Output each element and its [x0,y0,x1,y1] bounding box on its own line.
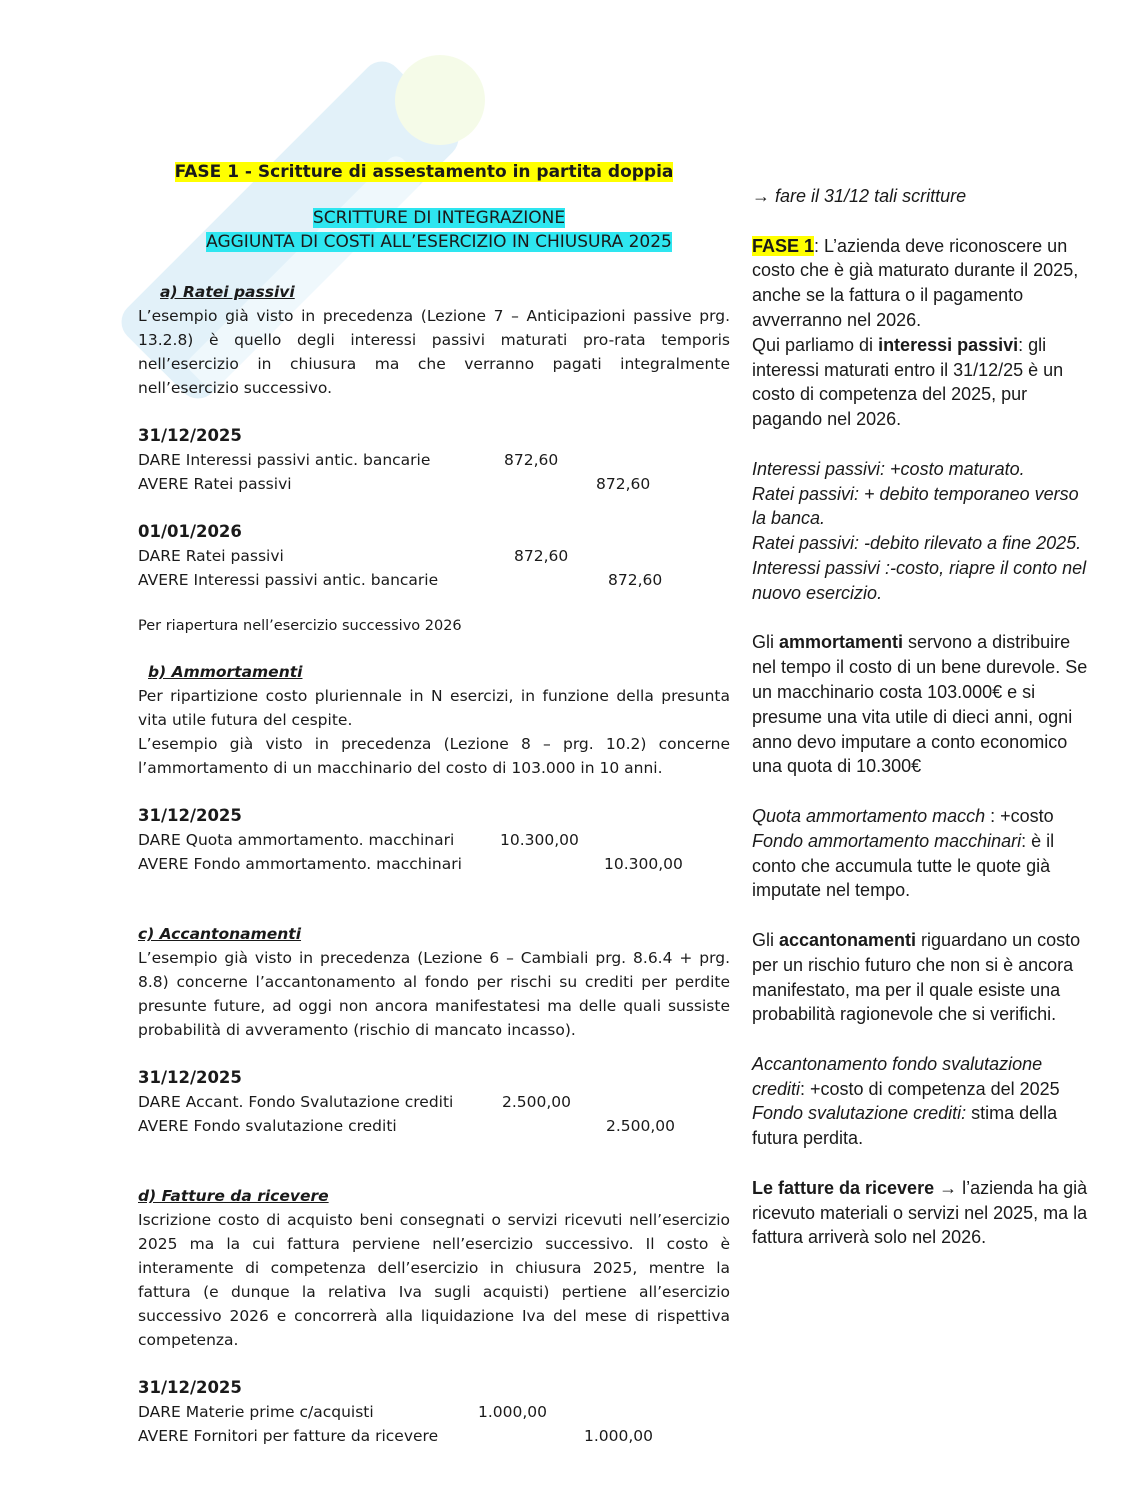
reopening-note: Per riapertura nell’esercizio successivo 2026 [138,618,462,634]
journal-entry-avere: AVERE Fornitori per fatture da ricevere 1.000,00 [138,1427,654,1445]
text-ammortamenti-1: Per ripartizione costo pluriennale in N esercizi, in funzione della presunta vita utile futura del cespite. [138,687,730,729]
left-column [138,160,730,1448]
note-intro: → fare il 31/12 tali scritture [752,186,967,206]
entry-date: 31/12/2025 [138,426,242,445]
note-fsc: Fondo svalutazione crediti: stima della futura perdita. [752,1103,1058,1149]
right-notes-column [752,184,1092,1250]
note-italic-1: Interessi passivi: +costo maturato. [752,458,1025,479]
note-fondo: Fondo ammortamento macchinari: è il conto che accumula tutte le quote già imputate nel tempo. [752,830,1055,901]
journal-entry-avere: AVERE Fondo ammortamento. macchinari 10.300,00 [138,855,683,873]
text-accantonamenti: L’esempio già visto in precedenza (Lezione 6 – Cambiali prg. 8.6.4 + prg. 8.8) concerne l’accantonamento al fondo per rischi su crediti per perdite presunte future, ad oggi non ancora manifestatesi ma delle quali sussiste probabilità di avveramento (rischio di mancato incasso). [138,949,730,1039]
note-acc-fondo: Accantonamento fondo svalutazione crediti: +costo di competenza del 2025 [752,1053,1060,1099]
heading-ammortamenti: b) Ammortamenti [148,663,303,681]
note-ammortamenti: Gli ammortamenti servono a distribuire nel tempo il costo di un bene durevole. Se un macchinario costa 103.000€ e si presume una vita utile di dieci anni, ogni anno devo imputare a conto economico una quota di 10.300€ [752,632,1088,777]
heading-fatture-da-ricevere: d) Fatture da ricevere [138,1187,329,1205]
entry-date: 31/12/2025 [138,1068,242,1087]
journal-entry-dare: DARE Interessi passivi antic. bancarie 872,60 [138,451,559,469]
journal-entry-dare: DARE Accant. Fondo Svalutazione crediti 2.500,00 [138,1093,572,1111]
note-italic-3: Ratei passivi: -debito rilevato a fine 2025. [752,533,1082,554]
heading-accantonamenti: c) Accantonamenti [138,925,302,943]
heading-ratei-passivi: a) Ratei passivi [160,283,295,301]
entry-date: 31/12/2025 [138,806,242,825]
entry-date: 31/12/2025 [138,1378,242,1397]
journal-entry-avere: AVERE Ratei passivi 872,60 [138,475,651,493]
text-fatture-da-ricevere: Iscrizione costo di acquisto beni consegnati o servizi ricevuti nell’esercizio 2025 ma la cui fattura perviene nell’esercizio successivo. Il costo è interamente di competenza dell’esercizio in chiusura 2025, mentre la fattura (e dunque la relativa Iva sugli acquisti) pertiene all’esercizio successivo 2026 e concorrerà alla liquidazione Iva del mese di rispettiva competenza. [138,1211,730,1349]
journal-entry-dare: DARE Materie prime c/acquisti 1.000,00 [138,1403,548,1421]
note-fatture: Le fatture da ricevere → l’azienda ha già ricevuto materiali o servizi nel 2025, ma la fattura arriverà solo nel 2026. [752,1177,1088,1248]
note-fase1: FASE 1: L’azienda deve riconoscere un costo che è già maturato durante il 2025, anche se la fattura o il pagamento avverranno nel 2026. [752,235,1079,330]
journal-entry-avere: AVERE Interessi passivi antic. bancarie 872,60 [138,571,663,589]
journal-entry-dare: DARE Ratei passivi 872,60 [138,547,569,565]
note-italic-4: Interessi passivi :-costo, riapre il conto nel nuovo esercizio. [752,557,1087,603]
note-quota: Quota ammortamento macch : +costo [752,805,1054,826]
note-interessi: Qui parliamo di interessi passivi: gli interessi maturati entro il 31/12/25 è un costo di competenza del 2025, pur pagando nel 2026. [752,334,1064,430]
journal-entry-avere: AVERE Fondo svalutazione crediti 2.500,00 [138,1117,676,1135]
text-ratei-passivi: L’esempio già visto in precedenza (Lezione 7 – Anticipazioni passive prg. 13.2.8) è quello degli interessi passivi maturati pro-rata temporis nell’esercizio in chiusura ma che verranno pagati integralmente nell’esercizio successivo. [138,307,730,397]
note-accantonamenti: Gli accantonamenti riguardano un costo per un rischio futuro che non si è ancora manifestato, ma per il quale esiste una probabilità ragionevole che si verifichi. [752,929,1081,1025]
journal-entry-dare: DARE Quota ammortamento. macchinari 10.300,00 [138,831,579,849]
text-ammortamenti-2: L’esempio già visto in precedenza (Lezione 8 – prg. 10.2) concerne l’ammortamento di un macchinario del costo di 103.000 in 10 anni. [138,735,730,777]
section-subtitle: SCRITTURE DI INTEGRAZIONE AGGIUNTA DI COSTI ALL’ESERCIZIO IN CHIUSURA 2025 [206,208,672,252]
page-title: FASE 1 - Scritture di assestamento in partita doppia [174,162,674,182]
note-italic-2: Ratei passivi: + debito temporaneo verso la banca. [752,483,1079,529]
entry-date: 01/01/2026 [138,522,242,541]
